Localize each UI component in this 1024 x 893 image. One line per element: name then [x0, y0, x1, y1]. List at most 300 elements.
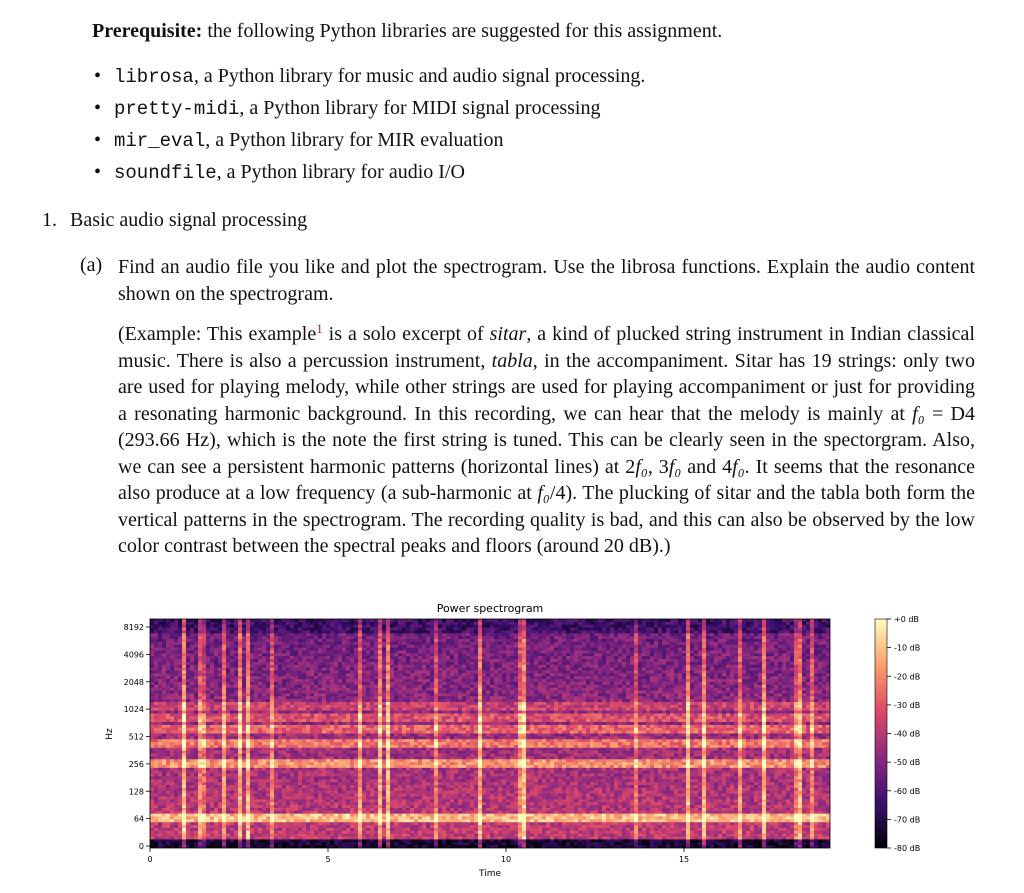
heatmap-cell	[398, 642, 402, 645]
heatmap-cell	[298, 636, 302, 639]
heatmap-cell	[246, 688, 250, 691]
heatmap-cell	[710, 636, 714, 639]
heatmap-cell	[438, 650, 442, 653]
heatmap-cell	[462, 645, 466, 648]
footnote-link[interactable]: 1	[316, 321, 323, 336]
heatmap-cell	[326, 653, 330, 656]
heatmap-cell	[234, 685, 238, 688]
heatmap-cell	[810, 676, 814, 679]
heatmap-cell	[562, 628, 566, 631]
heatmap-cell	[246, 671, 250, 674]
heatmap-cell	[522, 676, 526, 679]
heatmap-cell	[698, 668, 702, 671]
heatmap-cell	[614, 659, 618, 662]
heatmap-cell	[706, 642, 710, 645]
heatmap-cell	[570, 653, 574, 656]
heatmap-cell	[678, 668, 682, 671]
heatmap-cell	[630, 653, 634, 656]
heatmap-cell	[150, 696, 154, 699]
heatmap-cell	[618, 656, 622, 659]
heatmap-cell	[686, 682, 690, 685]
heatmap-cell	[418, 642, 422, 645]
heatmap-cell	[570, 630, 574, 633]
heatmap-cell	[622, 693, 626, 696]
heatmap-cell	[626, 662, 630, 665]
heatmap-cell	[162, 685, 166, 688]
heatmap-cell	[746, 699, 750, 702]
heatmap-cell	[306, 702, 310, 705]
heatmap-cell	[482, 622, 486, 625]
heatmap-cell	[282, 628, 286, 631]
heatmap-cell	[498, 676, 502, 679]
heatmap-cell	[226, 622, 230, 625]
library-name: librosa	[114, 66, 194, 88]
heatmap-cell	[574, 699, 578, 702]
heatmap-cell	[346, 645, 350, 648]
heatmap-cell	[270, 688, 274, 691]
heatmap-cell	[742, 642, 746, 645]
heatmap-cell	[594, 685, 598, 688]
heatmap-cell	[566, 642, 570, 645]
heatmap-cell	[282, 659, 286, 662]
heatmap-cell	[166, 650, 170, 653]
heatmap-cell	[518, 673, 522, 676]
heatmap-cell	[178, 673, 182, 676]
heatmap-cell	[478, 636, 482, 639]
heatmap-cell	[342, 679, 346, 682]
heatmap-cell	[514, 628, 518, 631]
heatmap-cell	[370, 673, 374, 676]
heatmap-cell	[366, 671, 370, 674]
heatmap-cell	[214, 622, 218, 625]
heatmap-cell	[702, 630, 706, 633]
heatmap-cell	[614, 633, 618, 636]
heatmap-cell	[262, 696, 266, 699]
heatmap-cell	[290, 622, 294, 625]
heatmap-cell	[570, 682, 574, 685]
heatmap-cell	[730, 676, 734, 679]
heatmap-cell	[810, 619, 814, 622]
heatmap-cell	[470, 619, 474, 622]
heatmap-cell	[470, 693, 474, 696]
heatmap-cell	[638, 659, 642, 662]
heatmap-cell	[266, 622, 270, 625]
heatmap-cell	[346, 639, 350, 642]
heatmap-cell	[738, 639, 742, 642]
heatmap-cell	[618, 633, 622, 636]
heatmap-cell	[530, 645, 534, 648]
heatmap-cell	[678, 648, 682, 651]
heatmap-cell	[682, 668, 686, 671]
heatmap-cell	[342, 691, 346, 694]
heatmap-cell	[210, 679, 214, 682]
heatmap-cell	[158, 671, 162, 674]
heatmap-cell	[306, 673, 310, 676]
heatmap-cell	[466, 656, 470, 659]
heatmap-cell	[466, 659, 470, 662]
heatmap-cell	[250, 630, 254, 633]
heatmap-cell	[814, 619, 818, 622]
heatmap-cell	[390, 619, 394, 622]
heatmap-cell	[486, 693, 490, 696]
heatmap-cell	[694, 628, 698, 631]
heatmap-cell	[150, 659, 154, 662]
heatmap-cell	[362, 653, 366, 656]
heatmap-cell	[314, 645, 318, 648]
heatmap-cell	[242, 699, 246, 702]
heatmap-cell	[262, 622, 266, 625]
heatmap-cell	[690, 633, 694, 636]
heatmap-cell	[774, 628, 778, 631]
heatmap-cell	[318, 676, 322, 679]
heatmap-cell	[574, 636, 578, 639]
heatmap-cell	[770, 648, 774, 651]
heatmap-cell	[690, 619, 694, 622]
heatmap-cell	[534, 693, 538, 696]
heatmap-cell	[646, 662, 650, 665]
heatmap-cell	[214, 679, 218, 682]
heatmap-cell	[198, 662, 202, 665]
heatmap-cell	[462, 691, 466, 694]
heatmap-cell	[206, 702, 210, 705]
heatmap-cell	[478, 622, 482, 625]
heatmap-cell	[154, 696, 158, 699]
heatmap-cell	[818, 685, 822, 688]
heatmap-cell	[378, 668, 382, 671]
heatmap-cell	[670, 693, 674, 696]
heatmap-cell	[502, 679, 506, 682]
heatmap-cell	[718, 642, 722, 645]
heatmap-cell	[566, 619, 570, 622]
heatmap-cell	[718, 699, 722, 702]
heatmap-cell	[814, 679, 818, 682]
heatmap-cell	[770, 673, 774, 676]
heatmap-cell	[750, 653, 754, 656]
heatmap-cell	[254, 650, 258, 653]
heatmap-cell	[734, 628, 738, 631]
heatmap-cell	[482, 693, 486, 696]
heatmap-cell	[590, 628, 594, 631]
heatmap-cell	[626, 699, 630, 702]
heatmap-cell	[478, 699, 482, 702]
heatmap-cell	[222, 662, 226, 665]
heatmap-cell	[242, 691, 246, 694]
heatmap-cell	[486, 619, 490, 622]
heatmap-cell	[306, 653, 310, 656]
heatmap-cell	[206, 639, 210, 642]
heatmap-cell	[742, 650, 746, 653]
heatmap-cell	[802, 650, 806, 653]
heatmap-cell	[254, 648, 258, 651]
heatmap-cell	[810, 671, 814, 674]
heatmap-cell	[638, 699, 642, 702]
heatmap-cell	[794, 642, 798, 645]
heatmap-cell	[686, 630, 690, 633]
heatmap-cell	[306, 691, 310, 694]
heatmap-cell	[190, 668, 194, 671]
heatmap-cell	[170, 656, 174, 659]
heatmap-cell	[362, 628, 366, 631]
heatmap-cell	[422, 628, 426, 631]
heatmap-cell	[186, 650, 190, 653]
heatmap-cell	[398, 668, 402, 671]
heatmap-cell	[282, 656, 286, 659]
heatmap-cell	[646, 648, 650, 651]
heatmap-cell	[490, 625, 494, 628]
heatmap-cell	[774, 619, 778, 622]
heatmap-cell	[498, 650, 502, 653]
heatmap-cell	[354, 650, 358, 653]
heatmap-cell	[714, 656, 718, 659]
heatmap-cell	[582, 648, 586, 651]
heatmap-cell	[782, 662, 786, 665]
heatmap-cell	[566, 696, 570, 699]
heatmap-cell	[174, 653, 178, 656]
heatmap-cell	[742, 676, 746, 679]
heatmap-cell	[322, 636, 326, 639]
heatmap-cell	[230, 676, 234, 679]
list-item: • librosa, a Python library for music and audio signal processing.	[94, 65, 646, 88]
heatmap-cell	[262, 671, 266, 674]
heatmap-cell	[338, 682, 342, 685]
heatmap-cell	[214, 682, 218, 685]
heatmap-cell	[418, 648, 422, 651]
heatmap-cell	[310, 685, 314, 688]
heatmap-cell	[726, 619, 730, 622]
heatmap-cell	[158, 645, 162, 648]
heatmap-cell	[794, 650, 798, 653]
heatmap-cell	[698, 699, 702, 702]
heatmap-cell	[778, 659, 782, 662]
heatmap-cell	[294, 650, 298, 653]
heatmap-cell	[390, 665, 394, 668]
heatmap-cell	[546, 648, 550, 651]
heatmap-cell	[162, 636, 166, 639]
heatmap-cell	[186, 645, 190, 648]
heatmap-cell	[390, 671, 394, 674]
heatmap-cell	[274, 622, 278, 625]
heatmap-cell	[442, 650, 446, 653]
heatmap-cell	[738, 653, 742, 656]
heatmap-cell	[434, 636, 438, 639]
heatmap-cell	[822, 682, 826, 685]
heatmap-cell	[514, 633, 518, 636]
library-list	[92, 60, 645, 188]
heatmap-cell	[238, 671, 242, 674]
heatmap-cell	[246, 650, 250, 653]
heatmap-cell	[762, 691, 766, 694]
heatmap-cell	[682, 622, 686, 625]
heatmap-cell	[150, 619, 154, 622]
heatmap-cell	[642, 653, 646, 656]
heatmap-cell	[214, 676, 218, 679]
heatmap-cell	[554, 673, 558, 676]
heatmap-cell	[314, 668, 318, 671]
heatmap-cell	[770, 625, 774, 628]
heatmap-cell	[346, 628, 350, 631]
heatmap-cell	[202, 702, 206, 705]
heatmap-cell	[814, 622, 818, 625]
heatmap-cell	[326, 650, 330, 653]
heatmap-cell	[330, 619, 334, 622]
heatmap-cell	[398, 625, 402, 628]
heatmap-cell	[494, 682, 498, 685]
heatmap-cell	[682, 639, 686, 642]
heatmap-cell	[454, 630, 458, 633]
heatmap-cell	[154, 702, 158, 705]
heatmap-cell	[794, 668, 798, 671]
heatmap-cell	[766, 645, 770, 648]
heatmap-cell	[714, 688, 718, 691]
heatmap-cell	[314, 699, 318, 702]
heatmap-cell	[294, 622, 298, 625]
heatmap-cell	[266, 685, 270, 688]
heatmap-cell	[622, 650, 626, 653]
heatmap-cell	[234, 659, 238, 662]
heatmap-cell	[150, 693, 154, 696]
heatmap-cell	[554, 650, 558, 653]
heatmap-cell	[154, 622, 158, 625]
heatmap-cell	[790, 619, 794, 622]
heatmap-cell	[542, 671, 546, 674]
heatmap-cell	[478, 693, 482, 696]
heatmap-cell	[278, 665, 282, 668]
heatmap-cell	[182, 662, 186, 665]
heatmap-cell	[626, 639, 630, 642]
heatmap-cell	[198, 639, 202, 642]
heatmap-cell	[618, 691, 622, 694]
heatmap-cell	[714, 636, 718, 639]
heatmap-cell	[590, 648, 594, 651]
heatmap-cell	[726, 636, 730, 639]
heatmap-cell	[694, 699, 698, 702]
heatmap-cell	[670, 688, 674, 691]
heatmap-cell	[318, 648, 322, 651]
heatmap-cell	[554, 688, 558, 691]
heatmap-cell	[494, 691, 498, 694]
heatmap-cell	[270, 699, 274, 702]
heatmap-cell	[370, 696, 374, 699]
heatmap-cell	[790, 659, 794, 662]
heatmap-cell	[322, 659, 326, 662]
heatmap-cell	[474, 628, 478, 631]
heatmap-cell	[794, 696, 798, 699]
heatmap-cell	[690, 691, 694, 694]
heatmap-cell	[806, 691, 810, 694]
heatmap-cell	[226, 685, 230, 688]
heatmap-cell	[718, 685, 722, 688]
heatmap-cell	[594, 696, 598, 699]
heatmap-cell	[810, 650, 814, 653]
heatmap-cell	[742, 696, 746, 699]
heatmap-cell	[794, 673, 798, 676]
heatmap-cell	[442, 682, 446, 685]
heatmap-cell	[406, 622, 410, 625]
heatmap-cell	[626, 668, 630, 671]
heatmap-cell	[778, 696, 782, 699]
heatmap-cell	[242, 679, 246, 682]
heatmap-cell	[222, 648, 226, 651]
heatmap-cell	[502, 636, 506, 639]
heatmap-cell	[642, 659, 646, 662]
heatmap-cell	[762, 650, 766, 653]
heatmap-cell	[354, 691, 358, 694]
heatmap-cell	[598, 696, 602, 699]
heatmap-cell	[678, 685, 682, 688]
heatmap-cell	[370, 636, 374, 639]
heatmap-cell	[310, 659, 314, 662]
heatmap-cell	[430, 676, 434, 679]
heatmap-cell	[658, 662, 662, 665]
heatmap-cell	[662, 622, 666, 625]
heatmap-cell	[650, 688, 654, 691]
heatmap-cell	[786, 682, 790, 685]
heatmap-cell	[246, 662, 250, 665]
heatmap-cell	[254, 630, 258, 633]
heatmap-cell	[754, 636, 758, 639]
heatmap-cell	[774, 682, 778, 685]
heatmap-cell	[722, 693, 726, 696]
heatmap-cell	[594, 648, 598, 651]
heatmap-cell	[482, 662, 486, 665]
heatmap-cell	[690, 673, 694, 676]
heatmap-cell	[486, 679, 490, 682]
heatmap-cell	[510, 628, 514, 631]
heatmap-cell	[398, 653, 402, 656]
heatmap-cell	[794, 659, 798, 662]
heatmap-cell	[646, 673, 650, 676]
heatmap-cell	[462, 676, 466, 679]
heatmap-cell	[578, 656, 582, 659]
heatmap-cell	[610, 656, 614, 659]
heatmap-cell	[682, 679, 686, 682]
heatmap-cell	[710, 676, 714, 679]
heatmap-cell	[738, 648, 742, 651]
heatmap-cell	[438, 628, 442, 631]
heatmap-cell	[238, 639, 242, 642]
heatmap-cell	[630, 668, 634, 671]
heatmap-cell	[798, 673, 802, 676]
heatmap-cell	[542, 682, 546, 685]
heatmap-cell	[798, 662, 802, 665]
heatmap-cell	[386, 648, 390, 651]
heatmap-cell	[410, 659, 414, 662]
heatmap-cell	[322, 639, 326, 642]
heatmap-cell	[498, 659, 502, 662]
heatmap-cell	[666, 685, 670, 688]
heatmap-cell	[166, 622, 170, 625]
heatmap-cell	[718, 693, 722, 696]
heatmap-cell	[646, 699, 650, 702]
heatmap-cell	[730, 699, 734, 702]
heatmap-cell	[458, 691, 462, 694]
heatmap-cell	[770, 659, 774, 662]
heatmap-cell	[190, 628, 194, 631]
heatmap-cell	[198, 676, 202, 679]
heatmap-cell	[378, 693, 382, 696]
heatmap-cell	[254, 625, 258, 628]
heatmap-cell	[758, 648, 762, 651]
heatmap-cell	[602, 671, 606, 674]
heatmap-cell	[310, 696, 314, 699]
heatmap-cell	[402, 696, 406, 699]
heatmap-cell	[658, 633, 662, 636]
heatmap-cell	[222, 671, 226, 674]
heatmap-cell	[554, 645, 558, 648]
heatmap-cell	[694, 648, 698, 651]
heatmap-cell	[394, 645, 398, 648]
heatmap-cell	[390, 673, 394, 676]
